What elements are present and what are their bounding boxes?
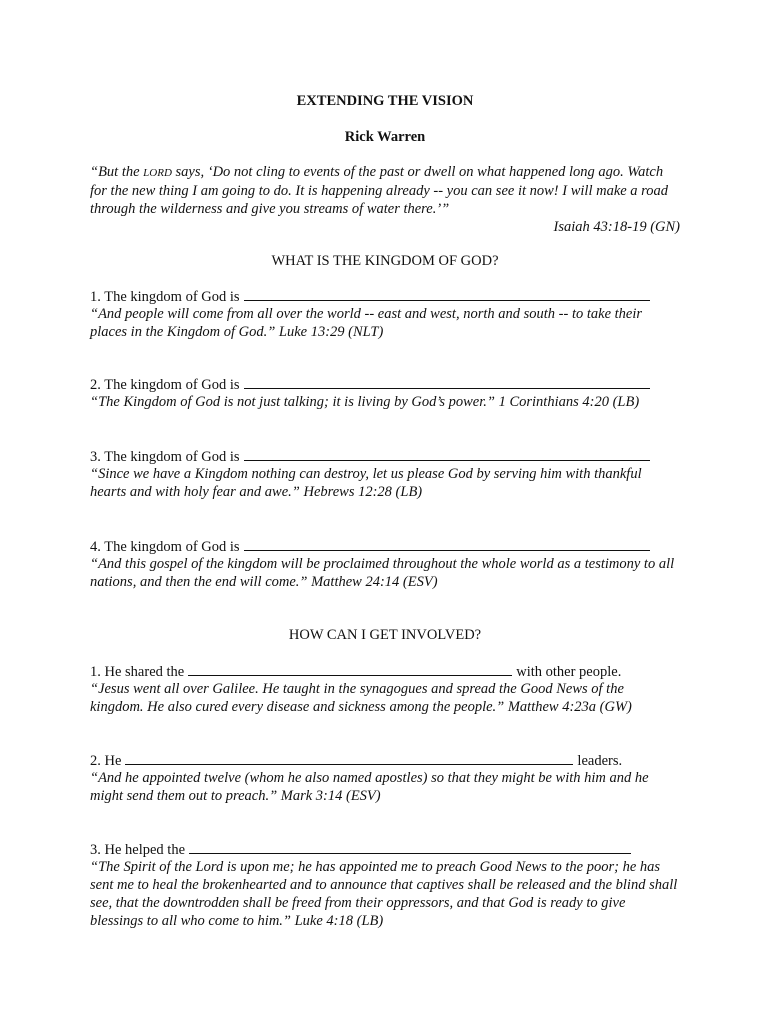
prompt-text-after: leaders. [577,753,623,769]
prompt-text-after: with other people. [516,664,622,680]
scripture-verse: “The Spirit of the Lord is upon me; he has appointed me to preach Good News to the poor; he has sent me to heal the brokenhearted and to announce that captives shall be released and the blind shall see, that the downtrodden shall be freed from their oppressors, and that God is ready to give blessings to all who come to him.” Luke 4:18 (LB) [90,859,678,929]
fill-in-prompt [90,287,680,305]
scripture-verse: “And he appointed twelve (whom he also named apostles) so that they might be with him and he might send them out to preach.” Mark 3:14 (ESV) [90,770,649,804]
kingdom-item-3 [90,447,680,501]
fill-in-prompt [90,662,680,680]
involvement-item-3 [90,840,680,930]
kingdom-item-2 [90,375,680,411]
kingdom-item-1 [90,287,680,341]
worksheet-page [90,0,680,1024]
epigraph-text-start: “But the [90,164,144,180]
epigraph-reference: Isaiah 43:18-19 (GN) [553,219,680,235]
prompt-text: 2. The kingdom of God is [90,377,240,393]
scripture-verse: “And people will come from all over the world -- east and west, north and south -- to take their places in the Kingdom of God.” Luke 13:29 (NLT) [90,306,643,340]
scripture-verse: “And this gospel of the kingdom will be proclaimed throughout the whole world as a testimony to all nations, and then the end will come.” Matthew 24:14 (ESV) [90,556,675,590]
fill-in-prompt [90,537,680,555]
section-heading-kingdom: WHAT IS THE KINGDOM OF GOD? [271,253,499,269]
document-title: EXTENDING THE VISION [296,93,474,109]
answer-blank[interactable] [188,662,512,676]
fill-in-prompt [90,447,680,465]
epigraph-text-end: says, ‘Do not cling to events of the past or dwell on what happened long ago. Watch for the new thing I am going to do. It is happening already -- you can see it now! I will make a road through the wilderness and give you streams of water there.’” [90,164,669,217]
epigraph-quote [90,163,680,236]
answer-blank[interactable] [244,447,650,461]
involvement-item-1 [90,662,680,716]
scripture-verse: “Jesus went all over Galilee. He taught in the synagogues and spread the Good News of the kingdom. He also cured every disease and sickness among the people.” Matthew 4:23a (GW) [90,681,632,715]
prompt-text: 2. He [90,753,122,769]
scripture-verse: “Since we have a Kingdom nothing can destroy, let us please God by serving him with thankful hearts and with holy fear and awe.” Hebrews 12:28 (LB) [90,466,642,500]
involvement-item-2 [90,751,680,805]
section-heading-involvement: HOW CAN I GET INVOLVED? [288,627,482,643]
answer-blank[interactable] [244,375,650,389]
epigraph-lord: LORD [143,167,172,179]
document-author: Rick Warren [344,129,426,145]
fill-in-prompt [90,840,680,858]
prompt-text: 1. He shared the [90,664,185,680]
answer-blank[interactable] [125,751,573,765]
prompt-text: 4. The kingdom of God is [90,539,240,555]
answer-blank[interactable] [244,287,650,301]
answer-blank[interactable] [244,537,650,551]
prompt-text: 3. He helped the [90,842,186,858]
answer-blank[interactable] [189,840,631,854]
fill-in-prompt [90,375,680,393]
scripture-verse: “The Kingdom of God is not just talking; it is living by God’s power.” 1 Corinthians 4:20 (LB) [90,394,640,410]
prompt-text: 3. The kingdom of God is [90,449,240,465]
fill-in-prompt [90,751,680,769]
kingdom-item-4 [90,537,680,591]
prompt-text: 1. The kingdom of God is [90,289,240,305]
